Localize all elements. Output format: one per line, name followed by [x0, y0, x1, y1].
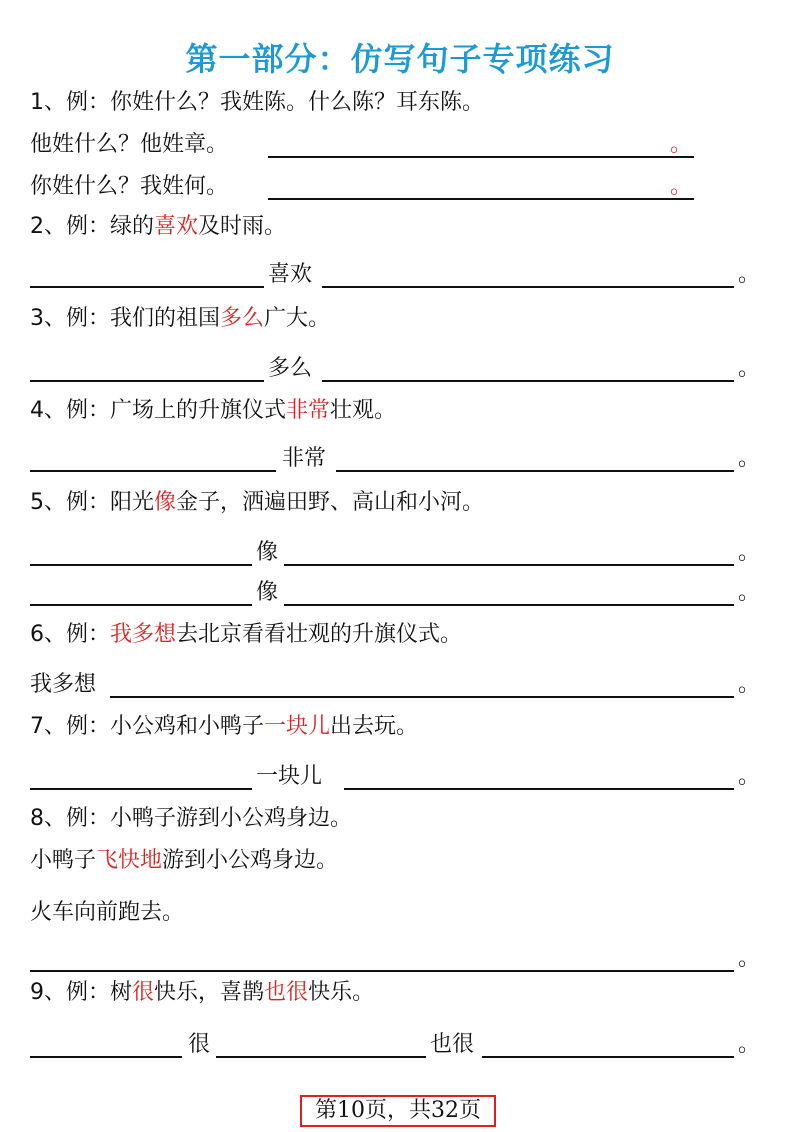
- q7-blank-2[interactable]: [344, 788, 734, 790]
- q8-example: [30, 804, 352, 834]
- q6-word: 我多想: [30, 672, 97, 697]
- q3-period: 。: [738, 356, 761, 381]
- q4-answer: [30, 444, 770, 474]
- q1-line2: [30, 172, 710, 202]
- q4-blank-1[interactable]: [30, 470, 276, 472]
- q3-post: 广大。: [264, 306, 331, 331]
- q1-line1-period: 。: [670, 132, 693, 157]
- q4-blank-2[interactable]: [336, 470, 734, 472]
- q6-post: 去北京看看壮观的升旗仪式。: [176, 622, 463, 647]
- q3-blank-1[interactable]: [30, 380, 264, 382]
- q9-word-1: 很: [188, 1032, 211, 1057]
- page-number: 第10页，共32页: [300, 1095, 496, 1127]
- q9-word-2: 也很: [430, 1032, 475, 1057]
- q9-answer: [30, 1030, 770, 1060]
- q8-prompt: 火车向前跑去。: [30, 900, 185, 925]
- q9-blank-1[interactable]: [30, 1056, 182, 1058]
- q6-key: 我多想: [110, 622, 177, 647]
- q6-number: 6、例：: [30, 622, 110, 647]
- q9-blank-2[interactable]: [216, 1056, 426, 1058]
- q5-blank-1a[interactable]: [30, 564, 252, 566]
- q4-example: [30, 396, 396, 426]
- q9-period: 。: [738, 1032, 761, 1057]
- q7-example: [30, 712, 418, 742]
- q2-pre: 绿的: [110, 214, 155, 239]
- q5-post: 金子，洒遍田野、高山和小河。: [176, 490, 485, 515]
- q4-key: 非常: [286, 398, 331, 423]
- q3-example: [30, 304, 330, 334]
- q6-answer: [30, 670, 770, 700]
- q9-pre: 树: [110, 980, 133, 1005]
- q8-key: 飞快地: [96, 848, 163, 873]
- q7-post: 出去玩。: [330, 714, 419, 739]
- q2-number: 2、例：: [30, 214, 110, 239]
- q7-key: 一块儿: [264, 714, 331, 739]
- q9-key-2: 也很: [264, 980, 309, 1005]
- q5-answer-1: [30, 538, 770, 568]
- q7-number: 7、例：: [30, 714, 110, 739]
- q3-key: 多么: [220, 306, 265, 331]
- q7-blank-1[interactable]: [30, 788, 252, 790]
- q2-blank-2[interactable]: [322, 286, 734, 288]
- q2-blank-1[interactable]: [30, 286, 264, 288]
- q4-number: 4、例：: [30, 398, 110, 423]
- page-title: 第一部分：仿写句子专项练习: [185, 40, 615, 78]
- q9-mid: 快乐，喜鹊: [154, 980, 265, 1005]
- q1-line1-text: 他姓什么？他姓章。: [30, 132, 229, 157]
- q2-word: 喜欢: [268, 262, 313, 287]
- q5-word-2: 像: [256, 580, 279, 605]
- q3-number: 3、例：: [30, 306, 110, 331]
- q9-post: 快乐。: [308, 980, 375, 1005]
- q6-period: 。: [738, 672, 761, 697]
- q3-blank-2[interactable]: [322, 380, 734, 382]
- q4-period: 。: [738, 446, 761, 471]
- q5-pre: 阳光: [110, 490, 155, 515]
- q5-word-1: 像: [256, 540, 279, 565]
- q5-period-1: 。: [738, 540, 761, 565]
- q5-answer-2: [30, 578, 770, 608]
- q3-pre: 我们的祖国: [110, 306, 221, 331]
- q1-example-text: 你姓什么？我姓陈。什么陈？耳东陈。: [110, 90, 485, 115]
- q7-word: 一块儿: [256, 764, 323, 789]
- q1-line2-text: 你姓什么？我姓何。: [30, 174, 229, 199]
- q1-example: [30, 88, 484, 118]
- q3-word: 多么: [268, 356, 313, 381]
- q6-blank[interactable]: [110, 696, 734, 698]
- q5-number: 5、例：: [30, 490, 110, 515]
- q1-line1-blank[interactable]: [268, 156, 694, 158]
- q9-key-1: 很: [132, 980, 155, 1005]
- q2-period: 。: [738, 262, 761, 287]
- q5-key: 像: [154, 490, 177, 515]
- q5-blank-2a[interactable]: [30, 604, 252, 606]
- q8-sample: [30, 846, 338, 876]
- q8-pre: 小鸭子: [30, 848, 97, 873]
- q1-line2-blank[interactable]: [268, 198, 694, 200]
- q8-post: 游到小公鸡身边。: [162, 848, 339, 873]
- q7-answer: [30, 762, 770, 792]
- q9-blank-3[interactable]: [482, 1056, 734, 1058]
- q2-post: 及时雨。: [198, 214, 287, 239]
- q8-blank[interactable]: [30, 970, 734, 972]
- q8-period: 。: [738, 946, 761, 971]
- q5-blank-2b[interactable]: [284, 604, 734, 606]
- q6-example: [30, 620, 462, 650]
- q8-example-text: 小鸭子游到小公鸡身边。: [110, 806, 353, 831]
- q3-answer: [30, 354, 770, 384]
- q5-period-2: 。: [738, 580, 761, 605]
- q5-example: [30, 488, 484, 518]
- q7-pre: 小公鸡和小鸭子: [110, 714, 265, 739]
- q4-post: 壮观。: [330, 398, 397, 423]
- q2-example: [30, 212, 286, 242]
- q9-example: [30, 978, 374, 1008]
- q8-answer: [30, 944, 770, 974]
- q2-key: 喜欢: [154, 214, 199, 239]
- q5-blank-1b[interactable]: [284, 564, 734, 566]
- q1-line2-period: 。: [670, 174, 693, 199]
- q4-pre: 广场上的升旗仪式: [110, 398, 287, 423]
- q7-period: 。: [738, 764, 761, 789]
- q9-number: 9、例：: [30, 980, 110, 1005]
- q2-answer: [30, 260, 770, 290]
- q1-line1: [30, 130, 710, 160]
- q8-number: 8、例：: [30, 806, 110, 831]
- q4-word: 非常: [282, 446, 327, 471]
- q1-number: 1、例：: [30, 90, 110, 115]
